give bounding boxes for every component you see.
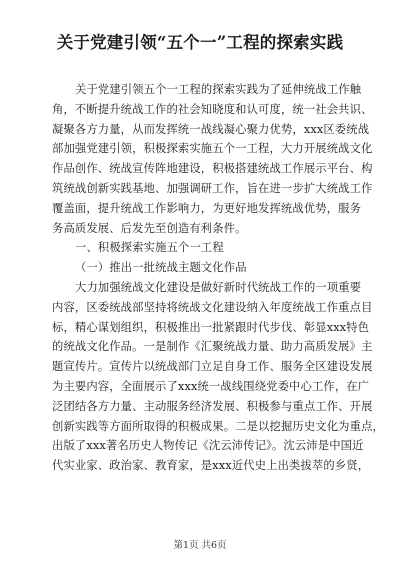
text-line: 内容，区委统战部坚持将统战文化建设纳入年度统战工作重点目 bbox=[52, 300, 373, 314]
page-footer: 第1页 共6页 bbox=[173, 540, 227, 551]
text-line: 筑统战创新实践基地、加强调研工作，旨在进一步扩大统战工作 bbox=[52, 181, 373, 195]
text-line: 凝聚各方力量，从而发挥统一战线凝心聚力优势，xxx区委统战 bbox=[52, 122, 370, 136]
text-line: 泛团结各方力量、主动服务经济发展、积极参与重点工作、开展 bbox=[52, 399, 373, 413]
text-line: 出版了xxx著名历史人物传记《沈云沛传记》。沈云沛是中国近 bbox=[52, 439, 364, 453]
text-line: 关于党建引领五个一工程的探索实践为了延伸统战工作触 bbox=[75, 83, 362, 96]
text-line: 一、积极探索实施五个一工程 bbox=[75, 241, 224, 255]
text-line: 作品创作、统战宣传阵地建设，积极搭建统战工作展示平台、构 bbox=[52, 162, 373, 176]
text-line: 为主要内容，全面展示了xxx统一战线围绕党委中心工作，在广 bbox=[52, 379, 370, 393]
text-line: 的统战文化作品。一是制作《汇聚统战力量、助力高质发展》主 bbox=[52, 340, 373, 354]
text-line: 创新实践等方面所取得的积极成果。二是以挖掘历史文化为重点， bbox=[52, 419, 384, 433]
text-line: （一）推出一批统战主题文化作品 bbox=[75, 261, 247, 275]
text-line: 务高质发展、后发先至创造有利条件。 bbox=[52, 221, 247, 235]
text-line: 题宣传片。宣传片以统战部门立足自身工作、服务全区建设发展 bbox=[52, 360, 373, 374]
text-line: 标，精心谋划组织，积极推出一批紧跟时代步伐、彰显xxx特色 bbox=[52, 320, 370, 334]
text-line: 角，不断提升统战工作的社会知晓度和认可度，统一社会共识、 bbox=[52, 102, 373, 116]
text-line: 部加强党建引领，积极探索实施五个一工程，大力开展统战文化 bbox=[52, 142, 373, 156]
document-body bbox=[52, 80, 384, 476]
text-line: 覆盖面，提升统战工作影响力，为更好地发挥统战优势，服务 bbox=[52, 201, 362, 215]
document-title: 关于党建引领“五个一”工程的探索实践 bbox=[56, 33, 344, 52]
text-line: 大力加强统战文化建设是做好新时代统战工作的一项重要 bbox=[75, 280, 362, 294]
text-line: 代实业家、政治家、教育家，是xxx近代史上出类拔萃的乡贤， bbox=[52, 459, 370, 473]
